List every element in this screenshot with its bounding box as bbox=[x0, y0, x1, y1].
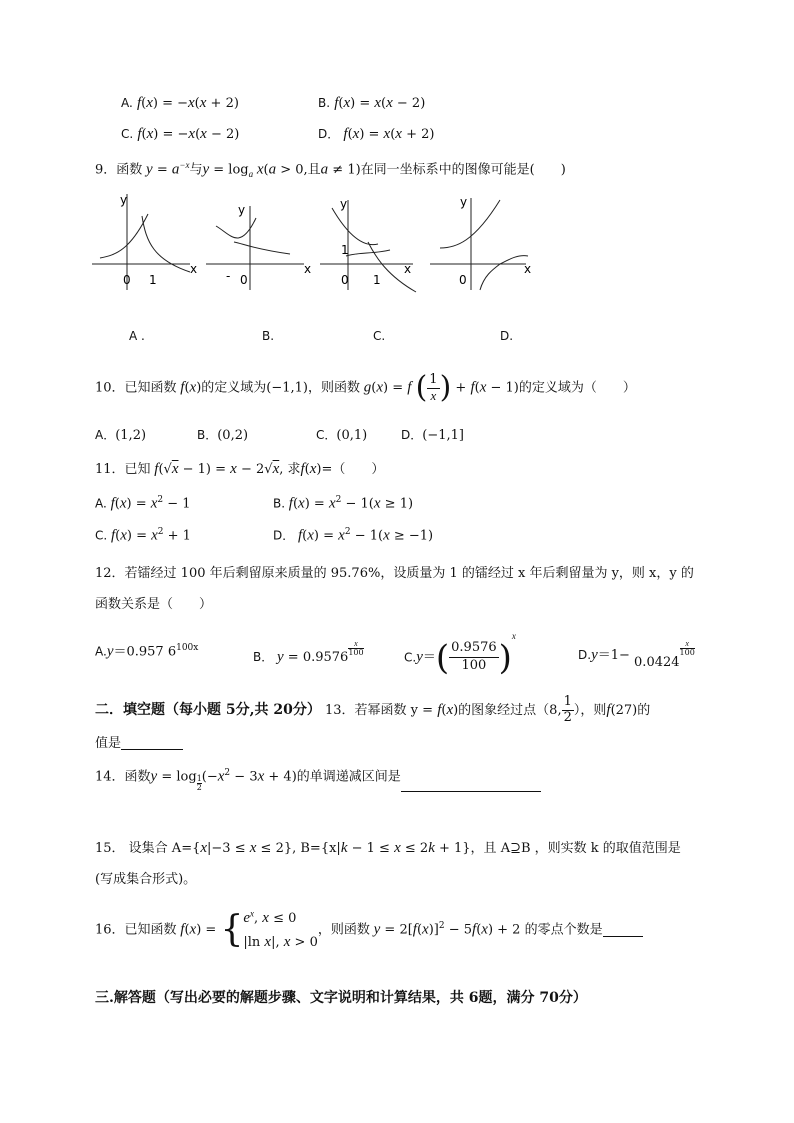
q9b-tick-1: 0 bbox=[240, 273, 248, 287]
q9c-tick-y1: 1 bbox=[341, 243, 349, 257]
q14-answer-blank[interactable] bbox=[401, 779, 541, 792]
q9-graph-b bbox=[204, 192, 314, 292]
q9d-tick-0: 0 bbox=[459, 273, 467, 287]
q10-option-c: C．(0,1) bbox=[316, 428, 368, 443]
q9-option-d-label: D. bbox=[500, 329, 514, 343]
q15-question-line1: 15． 设集合 A={x|−3 ≤ x ≤ 2}, B={x|k − 1 ≤ x ≤ 2k + 1}，且 A⊇B ，则实数 k 的取值范围是 bbox=[95, 840, 681, 856]
q9c-x-label: x bbox=[404, 262, 412, 276]
q12-option-b: B． y = 0.9576 $\frac{x}{100}$ bbox=[253, 639, 364, 665]
section2-and-q13: 二．填空题（每小题 5分,共 20分） 13．若幂函数 y = f(x)的图象经过点（8, $\frac{1}{2}$ ），则f(27)的 bbox=[95, 694, 651, 725]
q11-option-c: C. $f(x) = x^2 + 1$ bbox=[95, 527, 191, 544]
q9a-x-label: x bbox=[190, 262, 198, 276]
section3-title: 三.解答题（写出必要的解题步骤、文字说明和计算结果，共 6题，满分 70分） bbox=[95, 990, 587, 1006]
q12-question-line2: 函数关系是（ ） bbox=[95, 597, 213, 612]
q10-question: 10．已知函数 f(x)的定义域为(−1,1)，则函数 g(x) = f ( $\frac{1}{x}$ ) + f(x − 1)的定义域为（ ） bbox=[95, 370, 636, 405]
q10-option-b: B．(0,2) bbox=[197, 428, 249, 443]
q9-question: 9．函数 $y = a^{-x}$与$y = \log_a x(a > 0$,且a ≠ 1)在同一坐标系中的图像可能是( ) bbox=[95, 160, 566, 179]
q9-graph-c bbox=[318, 192, 428, 302]
q8-option-b: B. f(x) = x(x − 2) bbox=[318, 95, 426, 111]
q11-option-d: D． $f(x) = x^2 - 1(x \ge -1)$ bbox=[273, 527, 434, 544]
q12-option-d: D.y＝1− 0.0424 $\frac{x}{100}$ bbox=[578, 639, 695, 670]
section2-title: 二．填空题（每小题 5分,共 20分） bbox=[95, 701, 321, 718]
q11-option-a: A. $f(x) = x^2 - 1$ bbox=[95, 495, 191, 512]
q8-option-d: D． f(x) = x(x + 2) bbox=[318, 126, 435, 142]
q10-option-d: D．(−1,1] bbox=[401, 428, 464, 443]
q11-question: 11．已知 f(√x − 1) = x − 2√x, 求f(x)=（ ） bbox=[95, 461, 385, 477]
q9a-y-label: y bbox=[120, 193, 128, 207]
q9a-tick-0: 0 bbox=[123, 273, 131, 287]
q10-option-a: A．(1,2) bbox=[95, 428, 147, 443]
q15-question-line2: (写成集合形式)。 bbox=[95, 872, 197, 887]
q16-question: 16．已知函数 f(x) = { $e^x$, x ≤ 0 |ln x|, x > 0 ，则函数 $y = 2[f(x)]^2 - 5f(x) + 2$ 的零点个数是 bbox=[95, 906, 643, 954]
q9a-tick-1: 1 bbox=[149, 273, 157, 287]
q9c-y-label: y bbox=[340, 197, 348, 211]
q16-answer-blank[interactable] bbox=[603, 924, 643, 937]
q12-option-c: C.y＝( $\frac{0.9576}{100}$ )$^x$ bbox=[404, 631, 516, 678]
q12-question-line1: 12．若镭经过 100 年后剩留原来质量的 95.76%，设质量为 1 的镭经过 x 年后剩留量为 y，则 x，y 的 bbox=[95, 566, 694, 581]
q9-option-a-label: A . bbox=[129, 329, 145, 343]
q9-option-c-label: C. bbox=[373, 329, 386, 343]
q11-option-b: B. $f(x) = x^2 - 1(x \ge 1)$ bbox=[273, 495, 414, 512]
q9d-y-label: y bbox=[460, 195, 468, 209]
q9c-tick-0: 0 bbox=[341, 273, 349, 287]
q9-graph-d bbox=[428, 192, 538, 292]
q9-graph-a bbox=[90, 192, 200, 292]
q9b-y-label: y bbox=[238, 203, 246, 217]
q12-option-a: A.y＝0.957 $6^{100x}$ bbox=[95, 643, 199, 660]
q14-question: 14．函数y = log $\frac{1}{2}$ $(-x^2 - 3x + 4)$的单调递减区间是 bbox=[95, 769, 541, 792]
q13-answer-blank[interactable] bbox=[121, 737, 183, 750]
q9c-tick-1: 1 bbox=[373, 273, 381, 287]
q9d-x-label: x bbox=[524, 262, 532, 276]
q8-option-c: C. f(x) = −x(x − 2) bbox=[121, 126, 240, 142]
q8-option-a: A. f(x) = −x(x + 2) bbox=[121, 95, 239, 111]
q9b-x-label: x bbox=[304, 262, 312, 276]
q13-line2: 值是 bbox=[95, 737, 183, 750]
q9-option-b-label: B. bbox=[262, 329, 275, 343]
q9b-tick-0: - bbox=[226, 269, 231, 283]
